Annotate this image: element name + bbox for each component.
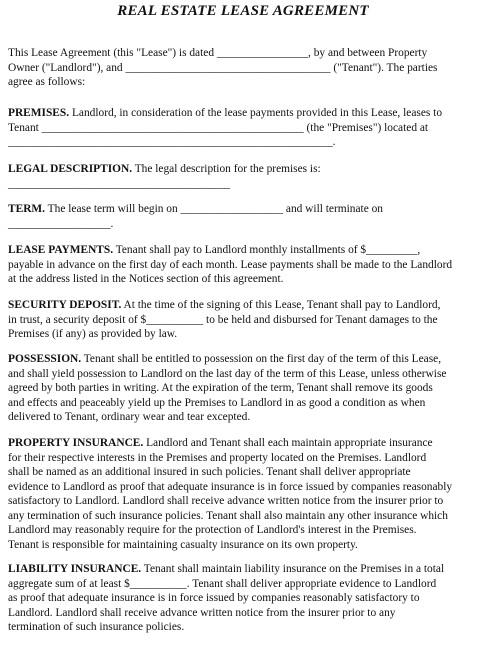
liability-insurance-text: Tenant shall maintain liability insurance on the Premises in a total [141, 563, 445, 575]
lease-payments-text: at the address listed in the Notices section of this agreement. [8, 273, 284, 285]
intro-line: agree as follows: [8, 76, 86, 88]
property-insurance-text: Landlord and Tenant shall each maintain appropriate insurance [143, 437, 433, 449]
liability-insurance-text: aggregate sum of at least $__________. Tenant shall deliver appropriate evidence to Landlord [8, 577, 437, 590]
lease-payments-heading: LEASE PAYMENTS. [8, 244, 114, 256]
legal-description-text: The legal description for the premises is: [132, 163, 321, 175]
possession-text: Tenant shall be entitled to possession on the first day of the term of this Lease, [81, 353, 442, 365]
intro-line: Owner ("Landlord"), and ____________________________________ ("Tenant"). The parties [8, 61, 438, 74]
legal-description-text: _______________________________________ [8, 177, 231, 190]
premises-section [8, 106, 482, 150]
property-insurance-text: shall be named as an additional insured in such policies. Tenant shall deliver appropriate [8, 466, 411, 478]
premises-heading: PREMISES. [8, 107, 70, 119]
lease-payments-text: Tenant shall pay to Landlord monthly installments of $_________, [113, 244, 421, 256]
term-text: The lease term will begin on __________________ and will terminate on [45, 203, 383, 215]
possession-text: delivered to Tenant, ordinary wear and tear excepted. [8, 411, 251, 423]
property-insurance-text: for their respective interests in the Premises and property located on the Premises. Landlord [8, 451, 427, 464]
intro-line: This Lease Agreement (this "Lease") is dated ________________, by and between Property [8, 47, 428, 59]
premises-text: Landlord, in consideration of the lease payments provided in this Lease, leases to [69, 107, 443, 119]
term-heading: TERM. [8, 203, 46, 215]
lease-payments-text: payable in advance on the first day of each month. Lease payments shall be made to the Landlord [8, 258, 453, 271]
property-insurance-text: Tenant is responsible for maintaining casualty insurance on its own property. [8, 538, 358, 551]
lease-payments-section [8, 243, 482, 287]
term-section [8, 202, 482, 231]
possession-heading: POSSESSION. [8, 353, 82, 365]
property-insurance-text: satisfactory to Landlord. Landlord shall receive advance written notice from the insurer prior to [8, 495, 444, 507]
possession-text: agreed by both parties in writing. At the expiration of the term, Tenant shall remove its goods [8, 382, 433, 394]
property-insurance-heading: PROPERTY INSURANCE. [8, 437, 144, 449]
security-deposit-section [8, 298, 482, 342]
premises-text: Tenant ______________________________________________ (the "Premises") located at [8, 121, 429, 134]
intro-paragraph [8, 46, 482, 90]
possession-text: and shall yield possession to Landlord on the last day of the term of this Lease, unless otherwise [8, 367, 447, 380]
security-deposit-text: in trust, a security deposit of $__________ to be held and disbursed for Tenant damages to the [8, 313, 438, 326]
liability-insurance-text: as proof that adequate insurance is in force issued by companies reasonably satisfactory to [8, 592, 420, 604]
legal-description-heading: LEGAL DESCRIPTION. [8, 163, 133, 175]
legal-description-section [8, 162, 482, 191]
liability-insurance-heading: LIABILITY INSURANCE. [8, 563, 142, 575]
term-text: __________________. [8, 217, 114, 230]
possession-text: and effects and peaceably yield up the Premises to Landlord in as good a condition as when [8, 396, 426, 409]
property-insurance-section [8, 436, 482, 552]
liability-insurance-section [8, 562, 482, 635]
property-insurance-text: Landlord may reasonably require for the protection of Landlord's interest in the Premises. [8, 524, 417, 536]
liability-insurance-text: Landlord. Landlord shall receive advance written notice from the insurer prior to any [8, 606, 396, 619]
security-deposit-text: At the time of the signing of this Lease, Tenant shall pay to Landlord, [121, 299, 441, 311]
possession-section [8, 352, 482, 425]
property-insurance-text: any termination of such insurance policies. Tenant shall also maintain any other insurance which [8, 509, 448, 522]
document-title: REAL ESTATE LEASE AGREEMENT [117, 3, 369, 19]
security-deposit-heading: SECURITY DEPOSIT. [8, 299, 122, 311]
security-deposit-text: Premises (if any) as provided by law. [8, 328, 178, 340]
premises-text: _________________________________________________________. [8, 136, 336, 148]
liability-insurance-text: termination of such insurance policies. [8, 621, 185, 633]
property-insurance-text: evidence to Landlord as proof that adequate insurance is in force issued by companies reasonably [8, 480, 453, 493]
